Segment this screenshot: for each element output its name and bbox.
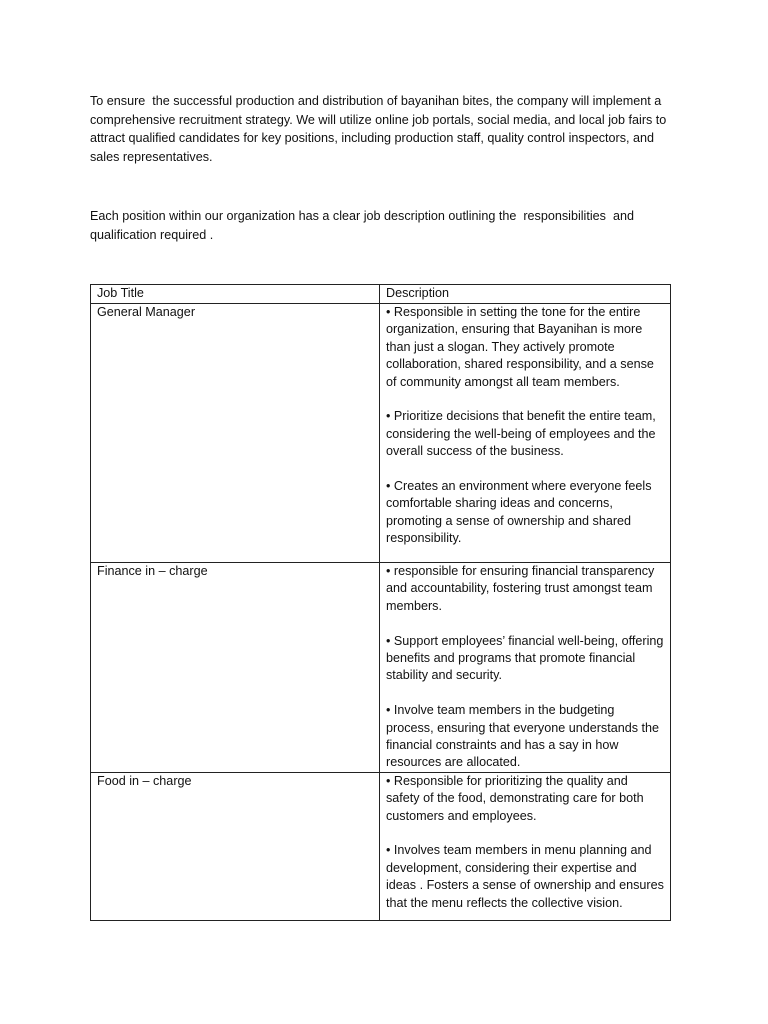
description-cell [380, 772, 671, 920]
description-bullet: • Creates an environment where everyone feels comfortable sharing ideas and concerns, promoting a sense of ownership and shared responsibility. [386, 479, 652, 546]
description-cell [380, 563, 671, 773]
header-description: Description [380, 285, 671, 304]
description-bullet: • Support employees’ financial well-being, offering benefits and programs that promote financial stability and security. [386, 633, 664, 683]
intro-paragraph-recruitment: To ensure the successful production and distribution of bayanihan bites, the company will implement a comprehensive recruitment strategy. We will utilize online job portals, social media, and local job fairs to attract qualified candidates for key positions, including production staff, quality control inspectors, and sales representatives. [90, 94, 670, 165]
header-job-title: Job Title [91, 285, 380, 304]
description-bullet: • Involves team members in menu planning and development, considering their expertise and ideas . Fosters a sense of ownership and ensures that the menu reflects the collective vision. [386, 843, 664, 910]
table-row [91, 563, 671, 773]
description-cell [380, 304, 671, 563]
job-title-cell: Food in – charge [91, 772, 380, 920]
job-title-cell: Finance in – charge [91, 563, 380, 773]
job-title-cell: General Manager [91, 304, 380, 563]
description-bullet: • Responsible in setting the tone for the entire organization, ensuring that Bayanihan is more than just a slogan. They actively promote collaboration, shared responsibility, and a sense of community amongst all team members. [386, 305, 654, 389]
table-row [91, 304, 671, 563]
table-header-row [91, 285, 671, 304]
description-bullet: • Responsible for prioritizing the quality and safety of the food, demonstrating care for both customers and employees. [386, 773, 644, 823]
table-row [91, 772, 671, 920]
description-bullet: • Prioritize decisions that benefit the entire team, considering the well-being of employees and the overall success of the business. [386, 409, 656, 459]
description-bullet: • Involve team members in the budgeting process, ensuring that everyone understands the financial constraints and has a say in how resources are allocated. [386, 703, 660, 770]
job-description-table [90, 284, 671, 921]
description-bullet: • responsible for ensuring financial transparency and accountability, fostering trust amongst team members. [386, 564, 655, 613]
intro-paragraph-job-descriptions: Each position within our organization has a clear job description outlining the responsibilities and qualification required . [90, 209, 638, 242]
